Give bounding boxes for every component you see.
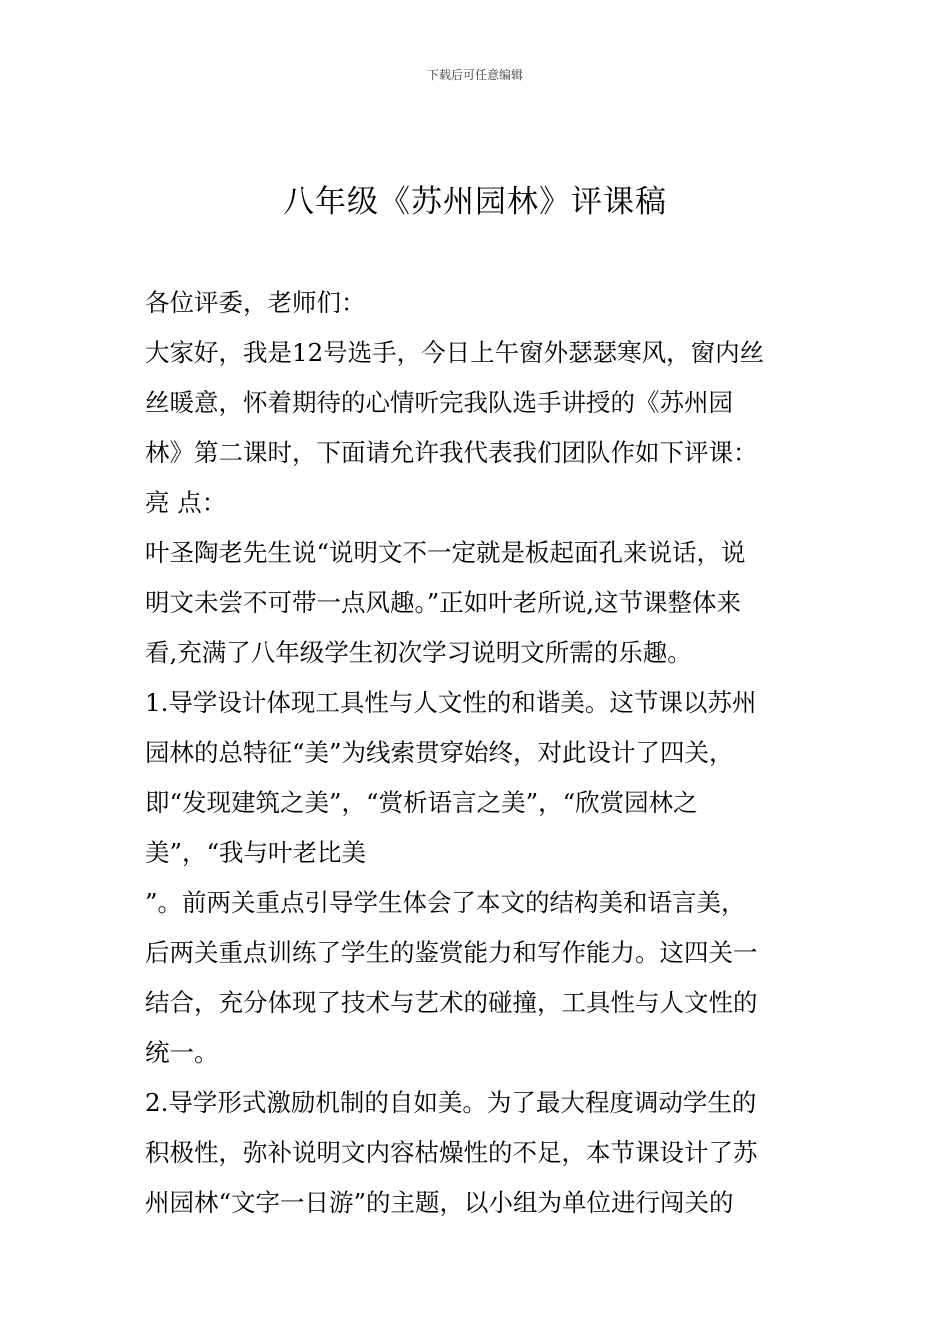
body-line: 积极性，弥补说明文内容枯燥性的不足，本节课设计了苏 [145,1138,758,1167]
body-line: 美”，“我与叶老比美 [145,838,367,867]
body-line: 林》第二课时，下面请允许我代表我们团队作如下评课： [145,438,758,467]
body-line: 明文未尝不可带一点风趣。”正如叶老所说,这节课整体来 [145,588,742,617]
body-line: 叶圣陶老先生说“说明文不一定就是板起面孔来说话，说 [145,538,746,567]
body-line: 即“发现建筑之美”，“赏析语言之美”，“欣赏园林之 [145,788,698,817]
page-header-note: 下载后可任意编辑 [426,68,523,82]
body-line: 丝暖意，怀着期待的心情听完我队选手讲授的《苏州园 [145,388,733,417]
body-line: 州园林“文字一日游”的主题，以小组为单位进行闯关的 [145,1188,734,1217]
body-line: 统一。 [145,1038,219,1067]
body-line: 后两关重点训练了学生的鉴赏能力和写作能力。这四关一 [145,938,758,967]
body-line: 园林的总特征“美”为线索贯穿始终，对此设计了四关， [145,738,734,767]
body-line: 看,充满了八年级学生初次学习说明文所需的乐趣。 [145,638,692,667]
body-line: 大家好，我是12号选手，今日上午窗外瑟瑟寒风，窗内丝 [145,338,765,367]
body-line: 亮 点： [145,488,227,517]
body-line: ”。前两关重点引导学生体会了本文的结构美和语言美， [145,888,746,917]
document-body [145,278,815,1228]
body-line: 1.导学设计体现工具性与人文性的和谐美。这节课以苏州 [145,688,757,717]
body-line: 结合，充分体现了技术与艺术的碰撞，工具性与人文性的 [145,988,758,1017]
document-title: 八年级《苏州园林》评课稿 [283,184,667,220]
body-line: 2.导学形式激励机制的自如美。为了最大程度调动学生的 [145,1088,757,1117]
body-line: 各位评委，老师们： [145,288,366,317]
